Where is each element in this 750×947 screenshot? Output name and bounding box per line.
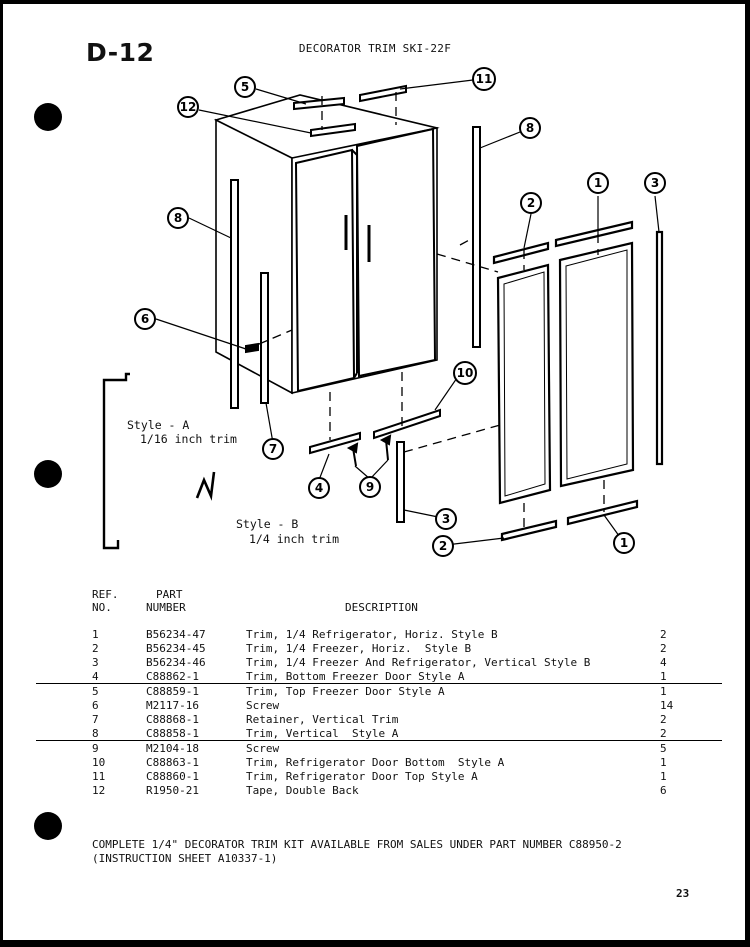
callout-4: 4: [314, 481, 324, 495]
vertical-trim-right: [473, 127, 480, 347]
callout-6: 6: [140, 312, 150, 326]
header-ref-top: REF.: [92, 588, 119, 601]
callout-10: 10: [456, 366, 474, 380]
part-number: R1950-21: [146, 784, 199, 797]
quantity: 1: [660, 670, 667, 683]
page-number: 23: [676, 887, 690, 900]
ref-no: 10: [92, 756, 106, 769]
vertical-trim-3-right: [657, 232, 662, 464]
callout-9: 9: [365, 480, 375, 494]
style-a-profile: [104, 374, 130, 548]
part-number: C88860-1: [146, 770, 199, 783]
part-number: B56234-45: [146, 642, 206, 655]
table-divider-lower: [36, 740, 722, 741]
kit-note-line-1: COMPLETE 1/4" DECORATOR TRIM KIT AVAILABLE FROM SALES UNDER PART NUMBER C88950-2: [92, 838, 622, 851]
callout-3-upper: 3: [650, 176, 660, 190]
ref-no: 8: [92, 727, 99, 740]
ref-no: 4: [92, 670, 99, 683]
ref-no: 6: [92, 699, 99, 712]
quantity: 2: [660, 727, 667, 740]
table-row: [88, 685, 688, 699]
ref-no: 2: [92, 642, 99, 655]
part-number: B56234-46: [146, 656, 206, 669]
table-row: [88, 742, 688, 756]
callout-5: 5: [240, 80, 250, 94]
callout-11: 11: [475, 72, 493, 86]
header-part-bottom: NUMBER: [146, 601, 186, 614]
kit-note-line-2: (INSTRUCTION SHEET A10337-1): [92, 852, 278, 865]
ref-no: 5: [92, 685, 99, 698]
description: Trim, Vertical Style A: [246, 727, 399, 740]
description: Screw: [246, 699, 280, 712]
header-ref-bottom: NO.: [92, 601, 112, 614]
style-b-size: 1/4 inch trim: [249, 532, 340, 546]
description: Trim, Top Freezer Door Style A: [246, 685, 445, 698]
ref-no: 1: [92, 628, 99, 641]
description: Trim, Refrigerator Door Top Style A: [246, 770, 478, 783]
vertical-trim-left: [231, 180, 238, 408]
fresh-food-door: [357, 129, 435, 376]
table-row: [88, 628, 688, 642]
page-code: D-12: [86, 38, 155, 67]
callout-2-lower: 2: [438, 539, 448, 553]
table-row: [88, 642, 688, 656]
quantity: 14: [660, 699, 674, 712]
quantity: 1: [660, 756, 667, 769]
header-part-top: PART: [156, 588, 183, 601]
table-row: [88, 756, 688, 770]
part-number: C88859-1: [146, 685, 199, 698]
ref-no: 11: [92, 770, 106, 783]
callout-7: 7: [268, 442, 278, 456]
table-divider-upper: [36, 683, 722, 684]
callout-1-lower: 1: [619, 536, 629, 550]
bottom-trim-10: [374, 410, 440, 438]
part-number: B56234-47: [146, 628, 206, 641]
quantity: 2: [660, 713, 667, 726]
horiz-trim-1-top: [556, 222, 632, 246]
quantity: 5: [660, 742, 667, 755]
fresh-food-door-panel: [560, 243, 633, 486]
description: Tape, Double Back: [246, 784, 359, 797]
part-number: C88868-1: [146, 713, 199, 726]
top-trim-11: [360, 86, 406, 101]
retainer-left: [261, 273, 268, 403]
quantity: 6: [660, 784, 667, 797]
ref-no: 12: [92, 784, 106, 797]
style-a-size: 1/16 inch trim: [140, 432, 237, 446]
quantity: 2: [660, 642, 667, 655]
quantity: 1: [660, 770, 667, 783]
description: Trim, 1/4 Refrigerator, Horiz. Style B: [246, 628, 498, 641]
door-panels: [494, 222, 662, 540]
part-number: C88862-1: [146, 670, 199, 683]
callout-2-upper: 2: [526, 196, 536, 210]
horiz-trim-1-bottom: [568, 501, 637, 524]
part-number: C88863-1: [146, 756, 199, 769]
style-b-profile: [197, 472, 214, 498]
part-number: C88858-1: [146, 727, 199, 740]
table-row: [88, 770, 688, 784]
quantity: 2: [660, 628, 667, 641]
table-row: [88, 727, 688, 741]
description: Trim, Refrigerator Door Bottom Style A: [246, 756, 505, 769]
style-b-label: Style - B: [236, 517, 299, 531]
quantity: 1: [660, 685, 667, 698]
part-number: M2104-18: [146, 742, 199, 755]
quantity: 4: [660, 656, 667, 669]
description: Screw: [246, 742, 280, 755]
callout-12: 12: [179, 100, 197, 114]
description: Trim, 1/4 Freezer And Refrigerator, Vertical Style B: [246, 656, 591, 669]
table-row: [88, 670, 688, 684]
callout-1-upper: 1: [593, 176, 603, 190]
callout-8-left: 8: [173, 211, 183, 225]
freezer-door-panel: [498, 265, 550, 503]
vertical-trim-3-lower: [397, 442, 404, 522]
part-number: M2117-16: [146, 699, 199, 712]
style-a-label: Style - A: [127, 418, 190, 432]
screw-6: [246, 344, 258, 352]
horiz-trim-2-bottom: [502, 521, 556, 540]
header-description: DESCRIPTION: [345, 601, 418, 614]
ref-no: 3: [92, 656, 99, 669]
horiz-trim-2-top: [494, 243, 548, 263]
freezer-door: [296, 150, 357, 391]
page-title: DECORATOR TRIM SKI-22F: [298, 42, 452, 55]
callout-8-right: 8: [525, 121, 535, 135]
cabinet-side: [216, 120, 292, 393]
kit-note: [92, 838, 622, 866]
table-row: [88, 784, 688, 798]
ref-no: 7: [92, 713, 99, 726]
callout-3-lower: 3: [441, 512, 451, 526]
description: Retainer, Vertical Trim: [246, 713, 399, 726]
description: Trim, Bottom Freezer Door Style A: [246, 670, 465, 683]
table-row: [88, 699, 688, 713]
table-row: [88, 656, 688, 670]
ref-no: 9: [92, 742, 99, 755]
table-row: [88, 713, 688, 727]
description: Trim, 1/4 Freezer, Horiz. Style B: [246, 642, 472, 655]
